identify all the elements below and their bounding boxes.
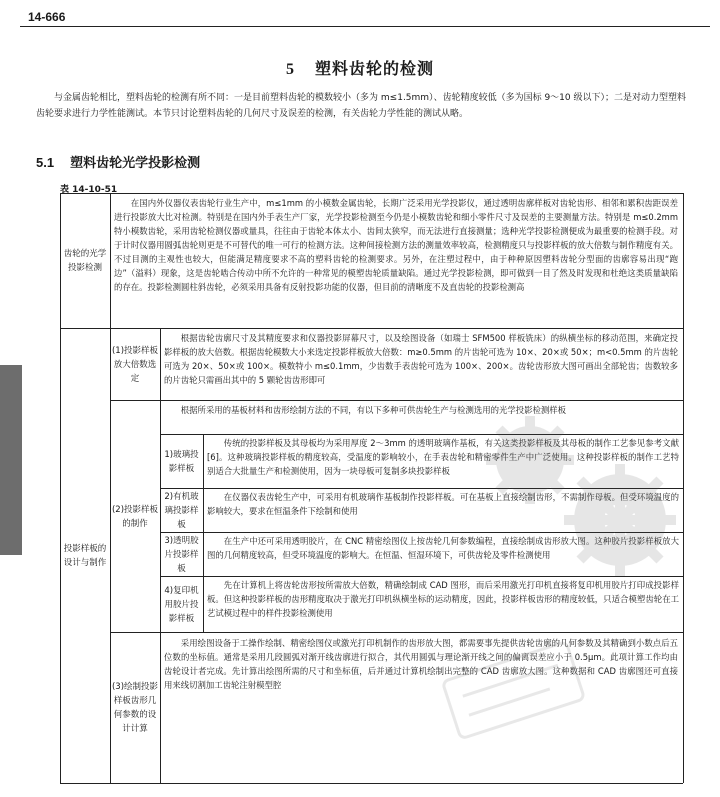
table-rule-bottom <box>60 783 683 784</box>
chapter-title <box>0 56 720 79</box>
side-thumb-tab <box>0 365 22 555</box>
table-rule-item-top <box>160 434 683 435</box>
table-rule-right <box>683 193 684 783</box>
table-rule-item1 <box>160 488 683 489</box>
page-number: 14-666 <box>28 10 66 24</box>
table-rule-top <box>60 193 683 194</box>
item-label-copier-film: 4)复印机用胶片投影样板 <box>164 585 199 624</box>
table-rule-item3 <box>160 576 683 577</box>
item-label-film: 3)透明胶片投影样板 <box>164 535 199 574</box>
item-label-glass: 1)玻璃投影样板 <box>164 449 199 474</box>
table-rule-col3 <box>203 434 204 632</box>
item-text-copier-film: 先在计算机上将齿轮齿形按所需放大倍数，精确绘制成 CAD 图形，而后采用激光打印机直接将复印机用胶片打印成投影样板。但这种投影样板的齿形精度取决于激光打印机纵横坐标的运动精度，因此，投影样板齿形的精度较低，只适合模塑齿轮在工艺试模过程中的样件投影检测使用 <box>207 580 679 618</box>
chapter-number: 5 <box>285 61 295 78</box>
row-text-projection: 在国内外仪器仪表齿轮行业生产中，m≤1mm 的小模数金属齿轮，长期广泛采用光学投影仪，通过透明齿廓样板对齿轮齿形、相邻和累积齿距误差进行投影放大比对检测。特别是在国内外手表生产厂家，光学投影检测至今仍是小模数齿轮和细小零件尺寸及误差的主要测量方法。特别是 m≤0.2mm 特小模数齿轮，采用齿轮检测仪器或量具，往往由于齿轮本体太小、齿间太狭窄，而无法进行直接测量；选种光学投影检测便成为最重要的检测手段。对于计时仪器用圆弧齿轮则更是不可替代的唯一可行的检测方法。这种间接检测方法的测量效率较高，检测精度只与投影样板的放大倍数与制作精度有关。不过目测的主观性也较大，但能满足精度要求不高的塑料齿轮的检测要求。另外，在注塑过程中，由于种种原因塑料齿轮分型面的齿廓容易出现“跑边”（溢料）现象，这是齿轮啮合传动中所不允许的一种常见的模塑齿轮质量缺陷。通过光学投影检测，即可做到一目了然及时发现和杜绝这类质量缺陷的存在。投影检测圆柱斜齿轮，必须采用具备有反射投影功能的仪器，但目前的清晰度不及直齿轮的投影检测高 <box>114 198 678 292</box>
sub-label-calculation: (3)绘制投影样板齿形几何参数的设计计算 <box>111 682 159 734</box>
section-heading <box>36 152 200 171</box>
table-rule-sub1 <box>110 400 683 401</box>
table-rule-item2 <box>160 532 683 533</box>
chapter-title-text: 塑料齿轮的检测 <box>314 59 434 78</box>
sub-text-magnification: 根据齿轮齿廓尺寸及其精度要求和仪器投影屏幕尺寸，以及绘图设备（如瑞士 SFM500 样板铣床）的纵横坐标的移动范围，来确定投影样板的放大倍数。根据齿轮模数大小来选定投影样板放大倍数：m≥0.5mm 的片齿轮可选为 10×、20×或 50×；m<0.5mm 的片齿轮可选为 20×、50×或 100×。模数特小 m≤0.1mm，少齿数手表齿轮可选为 100×、200×。齿轮齿形放大图可画出全部轮齿；齿数较多的片齿轮只需画出其中的 5 颗轮齿齿形即可 <box>164 333 678 385</box>
sub-label-magnification: (1)投影样板放大倍数选定 <box>111 345 159 384</box>
sub-text-calculation: 采用绘图设备于工操作绘制、精密绘图仪或激光打印机制作的齿形放大图，都需要事先提供齿轮齿廓的几何参数及其精确到小数点后五位数的坐标值。通常是采用几段圆弧对渐开线齿廓进行拟合，其代用圆弧与理论渐开线之间的偏离误差应小于 0.5μm。此项计算工作均由齿轮设计者完成。先计算出绘图所需的尺寸和坐标值，后并通过计算机绘制出完整的 CAD 齿廓放大图。这种数据和 CAD 齿廓图还可直接用来线切割加工齿轮注射模型腔 <box>164 638 678 690</box>
intro-paragraph: 与金属齿轮相比，塑料齿轮的检测有所不同：一是目前塑料齿轮的模数较小（多为 m≤1.5mm）、齿轮精度较低（多为国标 9～10 级以下）；二是对动力型塑料齿轮要求进行力学性能测试。本节只讨论塑料齿轮的几何尺寸及误差的检测，有关齿轮力学性能的测试从略。 <box>36 93 686 119</box>
item-text-acrylic: 在仪器仪表齿轮生产中，可采用有机玻璃作基板制作投影样板。可在基板上直接绘制齿形，不需制作母板。但受环境温度的影响较大，要求在恒温条件下绘制和使用 <box>207 492 679 516</box>
table-rule-sub2 <box>110 632 683 633</box>
item-text-glass: 传统的投影样板及其母板均为采用厚度 2～3mm 的透明玻璃作基板，有关这类投影样板及其母板的制作工艺参见参考文献[6]。这种玻璃投影样板的精度较高，受温度的影响较小，在手表齿轮和精密零件生产中广泛使用。这种投影样板的制作工艺特别适合大批量生产和检测使用，因为一块母板可复制多块投影样板 <box>207 438 679 476</box>
header-rule <box>20 26 710 27</box>
section-number: 5.1 <box>36 155 55 170</box>
group-label-template-design: 投影样板的设计与制作 <box>63 544 107 568</box>
row-label-projection: 齿轮的光学投影检测 <box>63 249 107 273</box>
section-title-text: 塑料齿轮光学投影检测 <box>70 156 201 171</box>
sub-label-fabrication: (2)投影样板的制作 <box>111 504 159 529</box>
item-text-film: 在生产中还可采用透明胶片，在 CNC 精密绘图仪上按齿轮几何参数编程，直接绘制成齿形放大图。这种胶片投影样板放大图的几何精度较高，但受环境温度的影响大。在恒温、恒湿环境下，可供齿轮及零件检测使用 <box>207 536 679 560</box>
table-caption: 表 14-10-51 <box>60 185 118 195</box>
sub-text-fabrication-intro: 根据所采用的基板材料和齿形绘制方法的不同，有以下多种可供齿轮生产与检测选用的光学投影检测样板 <box>180 405 567 415</box>
item-label-acrylic: 2)有机玻璃投影样板 <box>164 491 199 530</box>
